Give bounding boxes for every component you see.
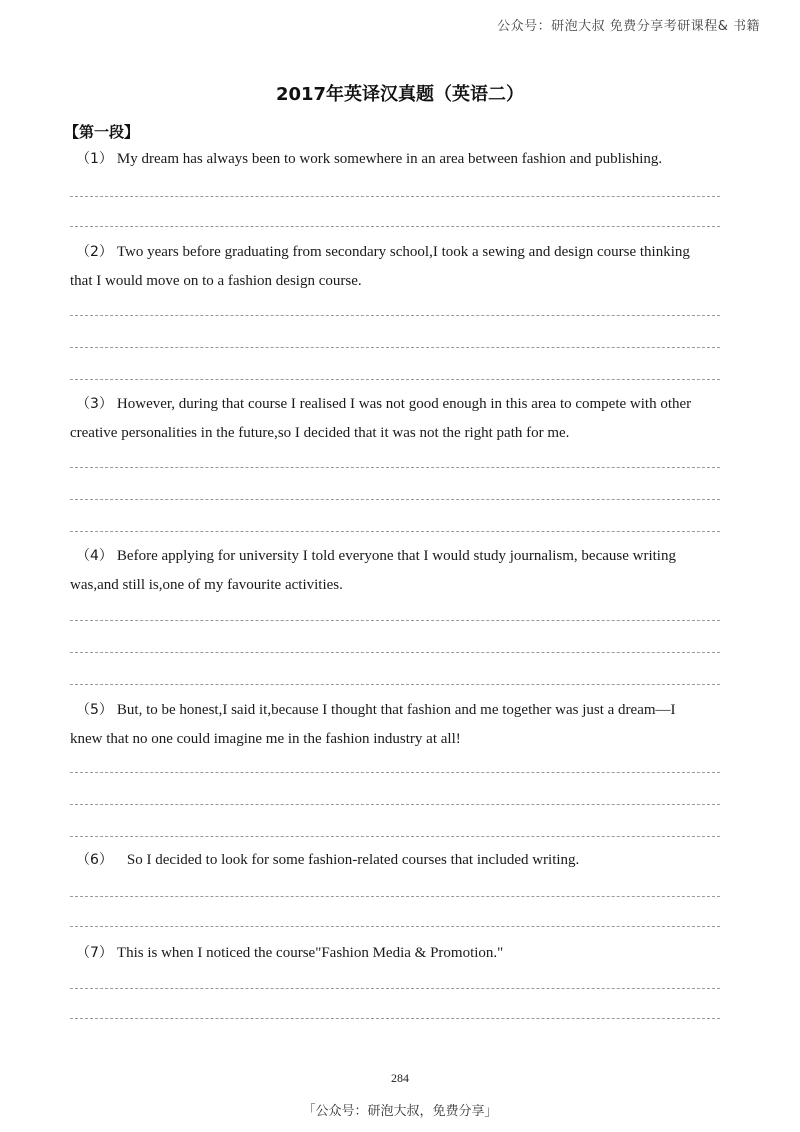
question-6-text: So I decided to look for some fashion-related courses that included writing.: [126, 852, 580, 868]
answer-line[interactable]: [70, 926, 720, 927]
question-3-number: （3）: [76, 396, 113, 412]
question-2-text-1: Two years before graduating from secondary school,I took a sewing and design course thinking: [116, 244, 690, 260]
answer-line[interactable]: [70, 379, 720, 380]
question-5-line-2: knew that no one could imagine me in the fashion industry at all!: [70, 731, 461, 747]
question-2: [70, 238, 738, 296]
question-3-line-1: [70, 390, 738, 419]
question-2-line-2: that I would move on to a fashion design course.: [70, 273, 362, 289]
answer-line[interactable]: [70, 531, 720, 532]
answer-line[interactable]: [70, 836, 720, 837]
question-2-line-1: [70, 238, 738, 267]
question-7-line-1: [70, 939, 738, 968]
question-4-number: （4）: [76, 548, 113, 564]
question-6: [70, 846, 738, 875]
answer-lines-3: [70, 467, 738, 532]
question-4: [70, 542, 738, 600]
footer-watermark: 「公众号：研泡大叔，免费分享」: [302, 1104, 498, 1119]
question-6-number: （6）: [76, 852, 113, 868]
answer-line[interactable]: [70, 684, 720, 685]
question-2-number: （2）: [76, 244, 113, 260]
question-1-number: （1）: [76, 151, 113, 167]
question-1-line-1: [70, 145, 738, 174]
header-watermark: 公众号：研泡大叔 免费分享考研课程& 书籍: [497, 19, 760, 34]
answer-lines-2: [70, 315, 738, 380]
question-1-text: My dream has always been to work somewhere in an area between fashion and publishing.: [116, 151, 663, 167]
answer-line[interactable]: [70, 226, 720, 227]
question-7: [70, 939, 738, 968]
answer-lines-1: [70, 196, 738, 227]
question-4-line-2: was,and still is,one of my favourite activities.: [70, 577, 343, 593]
answer-lines-7: [70, 988, 738, 1019]
question-3-line-2: creative personalities in the future,so I decided that it was not the right path for me.: [70, 425, 570, 441]
document-title: 2017年英译汉真题（英语二）: [275, 84, 525, 105]
answer-lines-6: [70, 896, 738, 927]
question-7-text: This is when I noticed the course"Fashion Media & Promotion.": [116, 945, 504, 961]
answer-line[interactable]: [70, 1018, 720, 1019]
question-5-line-1: [70, 696, 738, 725]
section-heading: 【第一段】: [64, 123, 140, 141]
question-3: [70, 390, 738, 448]
question-7-number: （7）: [76, 945, 113, 961]
question-3-text-1: However, during that course I realised I was not good enough in this area to compete with other: [116, 396, 692, 412]
answer-lines-4: [70, 620, 738, 685]
answer-lines-5: [70, 772, 738, 837]
question-5-text-1: But, to be honest,I said it,because I thought that fashion and me together was just a dream—I: [116, 702, 676, 718]
question-6-line-1: [70, 846, 738, 875]
question-4-text-1: Before applying for university I told everyone that I would study journalism, because writing: [116, 548, 676, 564]
question-5-number: （5）: [76, 702, 113, 718]
question-5: [70, 696, 738, 754]
question-4-line-1: [70, 542, 738, 571]
page-number: 284: [391, 1071, 409, 1085]
question-1: [70, 145, 738, 174]
